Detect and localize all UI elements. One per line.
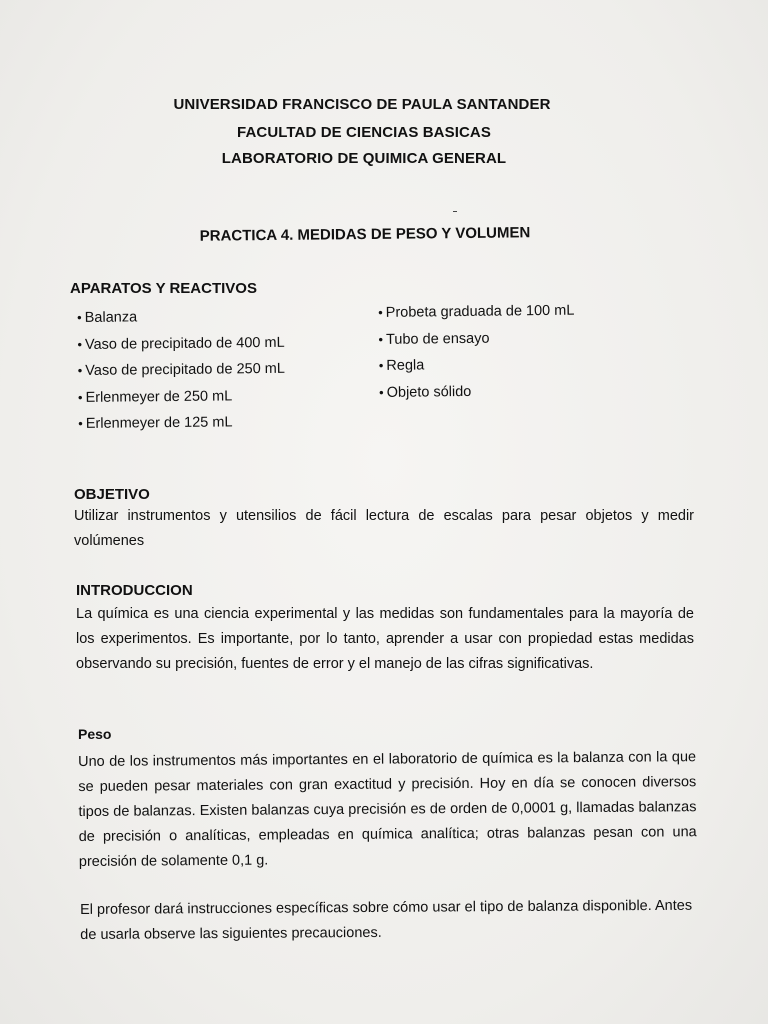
peso-heading: Peso (78, 726, 112, 742)
peso-paragraph-1: Uno de los instrumentos más importantes en el laboratorio de química es la balanza con la que se pueden pesar materiales con gran exactitud y precisión. Hoy en día se conocen diversos tipos de balanzas. Existen balanzas cuya precisión es de orden de 0,0001 g, llamadas balanzas de precisión o analíticas, empleadas en química analítica; otras balanzas pesan con una precisión de solamente 0,1 g. (78, 749, 697, 870)
objetivo-heading: OBJETIVO (74, 486, 150, 503)
list-item: • Regla (379, 351, 576, 380)
list-item: • Objeto sólido (379, 377, 576, 406)
list-item: • Vaso de precipitado de 400 mL (77, 329, 284, 358)
list-item: • Balanza (77, 303, 284, 332)
lab-heading: LABORATORIO DE QUIMICA GENERAL (221, 150, 507, 167)
university-heading: UNIVERSIDAD FRANCISCO DE PAULA SANTANDER (173, 96, 551, 113)
faculty-heading: FACULTAD DE CIENCIAS BASICAS (237, 124, 491, 141)
list-item: • Probeta graduada de 100 mL (378, 298, 575, 327)
list-item: • Erlenmeyer de 250 mL (78, 382, 285, 411)
equipment-list-right (378, 298, 575, 406)
stray-mark (453, 211, 457, 212)
list-item: • Erlenmeyer de 125 mL (78, 409, 285, 438)
practice-title: PRACTICA 4. MEDIDAS DE PESO Y VOLUMEN (199, 224, 531, 245)
list-item: • Vaso de precipitado de 250 mL (78, 356, 285, 385)
introduccion-heading: INTRODUCCION (76, 582, 193, 599)
introduccion-text: La química es una ciencia experimental y las medidas son fundamentales para la mayoría de los experimentos. Es importante, por lo tanto, aprender a usar con propiedad estas medidas observando su precisión, fuentes de error y el manejo de las cifras significativas. (76, 606, 694, 672)
list-item: • Tubo de ensayo (378, 324, 575, 353)
objetivo-text: Utilizar instrumentos y utensilios de fácil lectura de escalas para pesar objetos y medir volúmenes (74, 508, 694, 549)
equipment-list-left (77, 303, 286, 438)
peso-paragraph-2: El profesor dará instrucciones específicas sobre cómo usar el tipo de balanza disponible. Antes de usarla observe las siguientes precauciones. (80, 897, 693, 943)
aparatos-heading: APARATOS Y REACTIVOS (70, 280, 257, 297)
